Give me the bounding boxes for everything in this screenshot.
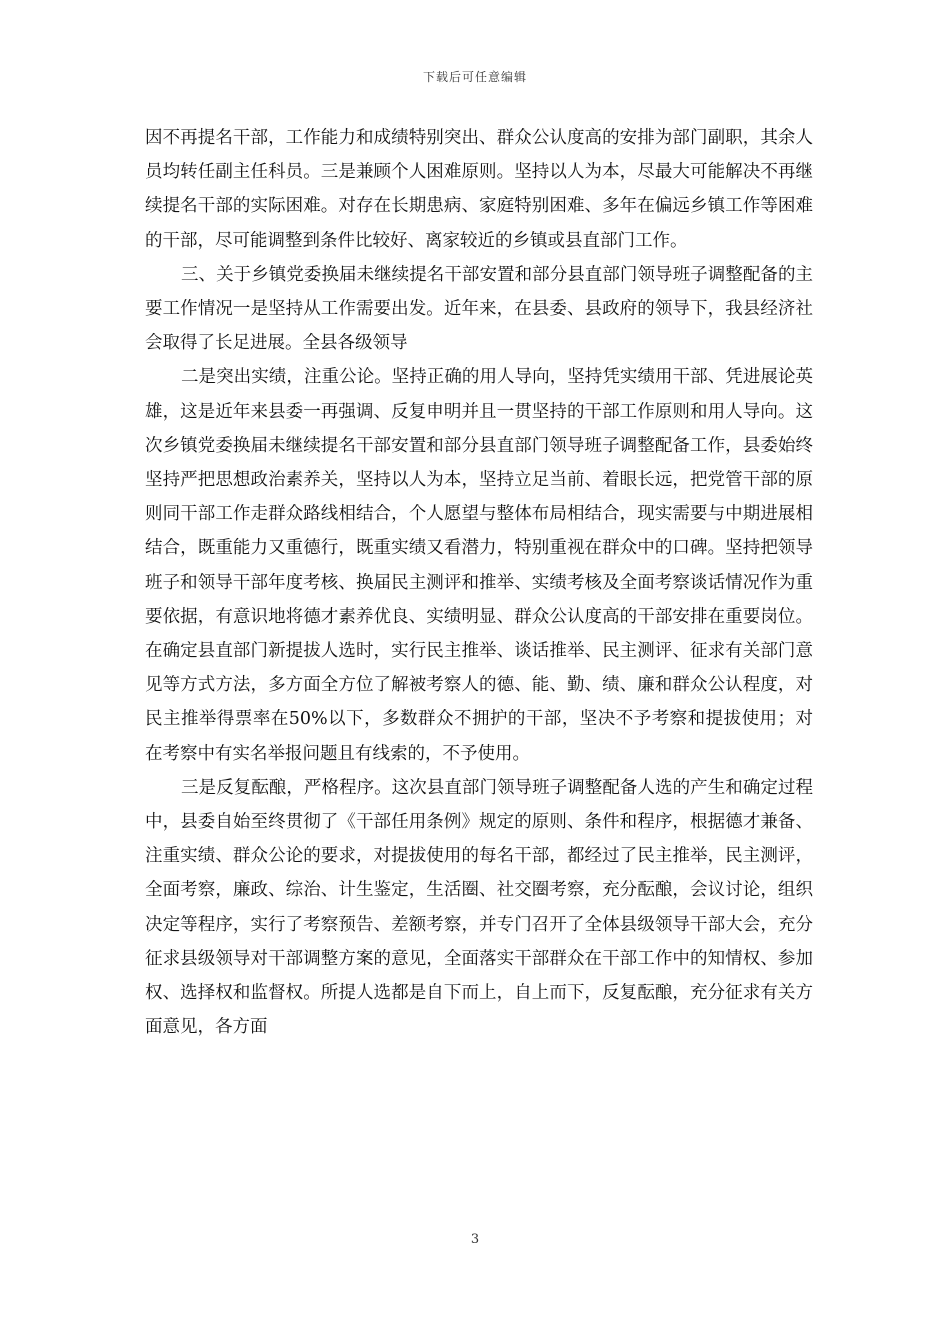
paragraph-section-three: 三、关于乡镇党委换届未继续提名干部安置和部分县直部门领导班子调整配备的主要工作情况一是坚持从工作需要出发。近年来，在县委、县政府的领导下，我县经济社会取得了长足进展。全县各级领导 [145,264,813,354]
page-number: 3 [470,1232,480,1247]
page-header: 下载后可任意编辑 [422,70,527,84]
paragraph-continuation: 因不再提名干部，工作能力和成绩特别突出、群众公认度高的安排为部门副职，其余人员均转任副主任科员。三是兼顾个人困难原则。坚持以人为本，尽最大可能解决不再继续提名干部的实际困难。对存在长期患病、家庭特别困难、多年在偏远乡镇工作等困难的干部，尽可能调整到条件比较好、离家较近的乡镇或县直部门工作。 [145,128,813,251]
document-body [145,121,813,1044]
paragraph-point-three: 三是反复酝酿，严格程序。这次县直部门领导班子调整配备人选的产生和确定过程中，县委自始至终贯彻了《干部任用条例》规定的原则、条件和程序，根据德才兼备、注重实绩、群众公论的要求，对提拔使用的每名干部，都经过了民主推举，民主测评，全面考察，廉政、综治、计生鉴定，生活圈、社交圈考察，充分酝酿，会议讨论，组织决定等程序，实行了考察预告、差额考察，并专门召开了全体县级领导干部大会，充分征求县级领导对干部调整方案的意见，全面落实干部群众在干部工作中的知情权、参加权、选择权和监督权。所提人选都是自下而上，自上而下，反复酝酿，充分征求有关方面意见，各方面 [145,777,813,1038]
paragraph-point-two: 二是突出实绩，注重公论。坚持正确的用人导向，坚持凭实绩用干部、凭进展论英雄，这是近年来县委一再强调、反复申明并且一贯坚持的干部工作原则和用人导向。这次乡镇党委换届未继续提名干部安置和部分县直部门领导班子调整配备工作，县委始终坚持严把思想政治素养关，坚持以人为本，坚持立足当前、着眼长远，把党管干部的原则同干部工作走群众路线相结合，个人愿望与整体布局相结合，现实需要与中期进展相结合，既重能力又重德行，既重实绩又看潜力，特别重视在群众中的口碑。坚持把领导班子和领导干部年度考核、换届民主测评和推举、实绩考核及全面考察谈话情况作为重要依据，有意识地将德才素养优良、实绩明显、群众公认度高的干部安排在重要岗位。在确定县直部门新提拔人选时，实行民主推举、谈话推举、民主测评、征求有关部门意见等方式方法，多方面全方位了解被考察人的德、能、勤、绩、廉和群众公认程度，对民主推举得票率在50%以下，多数群众不拥护的干部，坚决不予考察和提拔使用；对在考察中有实名举报问题且有线索的，不予使用。 [145,367,813,764]
